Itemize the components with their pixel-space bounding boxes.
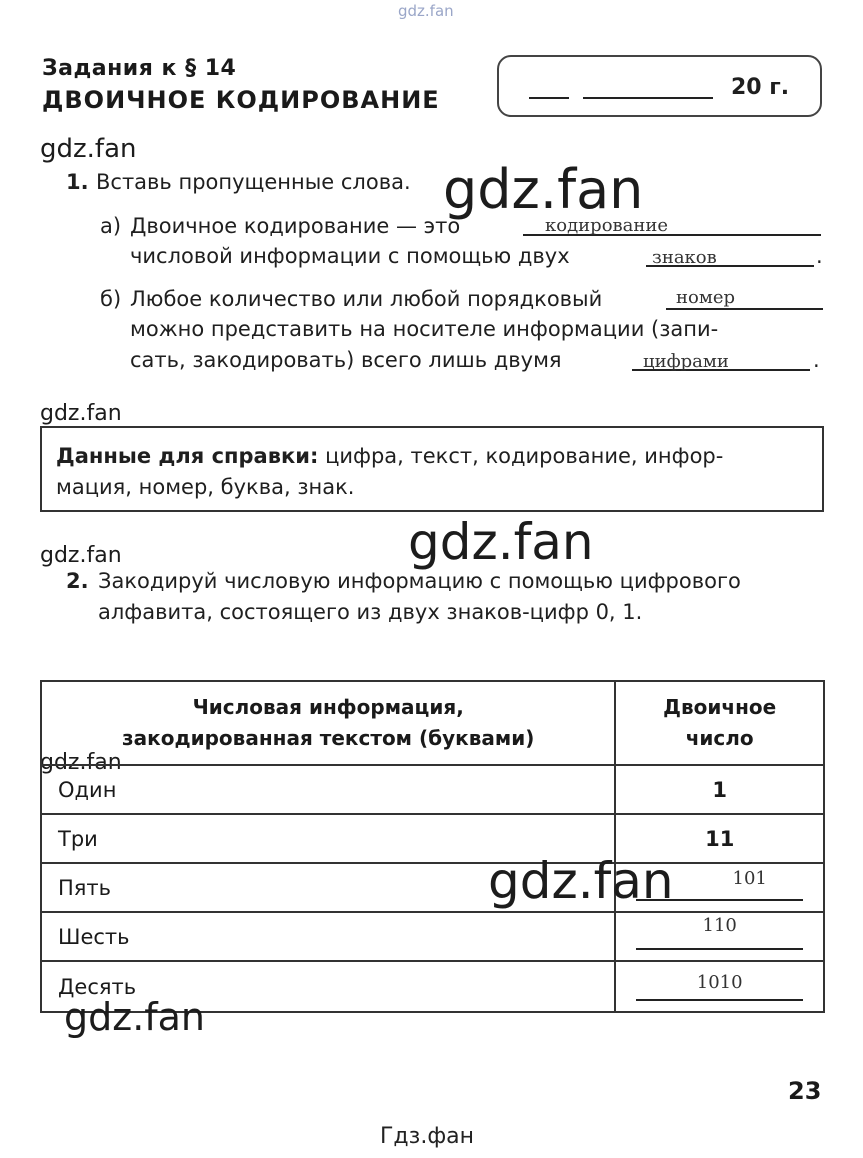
- task1-prompt: Вставь пропущенные слова.: [96, 170, 411, 194]
- table-header-row: [41, 681, 824, 765]
- binary-answer: 1010: [696, 972, 743, 993]
- table-row: [41, 765, 824, 814]
- watermark: gdz.fan: [64, 995, 206, 1039]
- task2-line2: алфавита, состоящего из двух знаков-цифр 0, 1.: [98, 600, 643, 624]
- task1-a-line1: Двоичное кодирование — это: [130, 214, 461, 238]
- watermark: gdz.fan: [40, 134, 137, 164]
- task1-b-line1: Любое количество или любой порядковый: [130, 287, 603, 311]
- reference-line1: [56, 444, 723, 468]
- binary-cell: 1: [615, 765, 824, 814]
- blank-b1: [666, 308, 823, 310]
- task2-number: 2.: [66, 569, 89, 593]
- header-right: [615, 681, 824, 765]
- page-number: 23: [788, 1077, 822, 1105]
- header-right-line1: Двоичное: [663, 695, 777, 719]
- date-year-label: 20 г.: [731, 75, 790, 100]
- answer-line: [636, 999, 803, 1001]
- date-box: [497, 55, 822, 117]
- table-row: [41, 912, 824, 961]
- task1-a-end: .: [816, 244, 823, 268]
- word-cell: Один: [41, 765, 615, 814]
- task1-a-label: а): [100, 214, 122, 238]
- task1-b-line3: сать, закодировать) всего лишь двумя: [130, 348, 562, 372]
- binary-cell: 11: [615, 814, 824, 863]
- answer-a2: знаков: [652, 247, 717, 268]
- section-title: ДВОИЧНОЕ КОДИРОВАНИЕ: [42, 86, 440, 114]
- task1-number: 1.: [66, 170, 89, 194]
- encoding-table: [40, 680, 825, 1013]
- binary-answer: 110: [702, 915, 737, 936]
- binary-answer: 101: [732, 868, 767, 889]
- reference-box: [40, 426, 824, 512]
- footer-watermark: Гдз.фан: [380, 1124, 474, 1149]
- task2-line1: Закодируй числовую информацию с помощью цифрового: [98, 569, 741, 593]
- answer-line: [636, 948, 803, 950]
- task1-b-end: .: [813, 348, 820, 372]
- watermark: gdz.fan: [40, 401, 122, 426]
- watermark: gdz.fan: [40, 750, 122, 775]
- date-month-line: [583, 97, 713, 99]
- task1-a-line2: числовой информации с помощью двух: [130, 244, 570, 268]
- header-left-line2: закодированная текстом (буквами): [122, 726, 535, 750]
- watermark: gdz.fan: [488, 852, 674, 910]
- watermark: gdz.fan: [443, 158, 644, 221]
- reference-line2: мация, номер, буква, знак.: [56, 475, 355, 499]
- word-cell: Шесть: [41, 912, 615, 961]
- word-cell: Десять: [41, 961, 615, 1012]
- watermark: gdz.fan: [40, 543, 122, 568]
- task1-b-line2: можно представить на носителе информации (запи-: [130, 317, 719, 341]
- answer-b1: номер: [676, 287, 736, 308]
- word-cell: Три: [41, 814, 615, 863]
- answer-cell: [615, 912, 824, 961]
- answer-b2: цифрами: [643, 351, 729, 372]
- reference-words-1: цифра, текст, кодирование, инфор-: [318, 444, 724, 468]
- reference-label: Данные для справки:: [56, 444, 319, 468]
- table-row: [41, 814, 824, 863]
- table-row: [41, 863, 824, 912]
- header-left-line1: Числовая информация,: [192, 695, 464, 719]
- date-day-line: [529, 97, 569, 99]
- top-watermark: gdz.fan: [398, 2, 454, 20]
- word-cell: Пять: [41, 863, 615, 912]
- answer-cell: [615, 961, 824, 1012]
- header-right-line2: число: [685, 726, 754, 750]
- answer-a1: кодирование: [545, 215, 669, 236]
- header-left: [41, 681, 615, 765]
- watermark: gdz.fan: [408, 513, 594, 571]
- section-heading: Задания к § 14: [42, 56, 237, 81]
- task1-b-label: б): [100, 287, 122, 311]
